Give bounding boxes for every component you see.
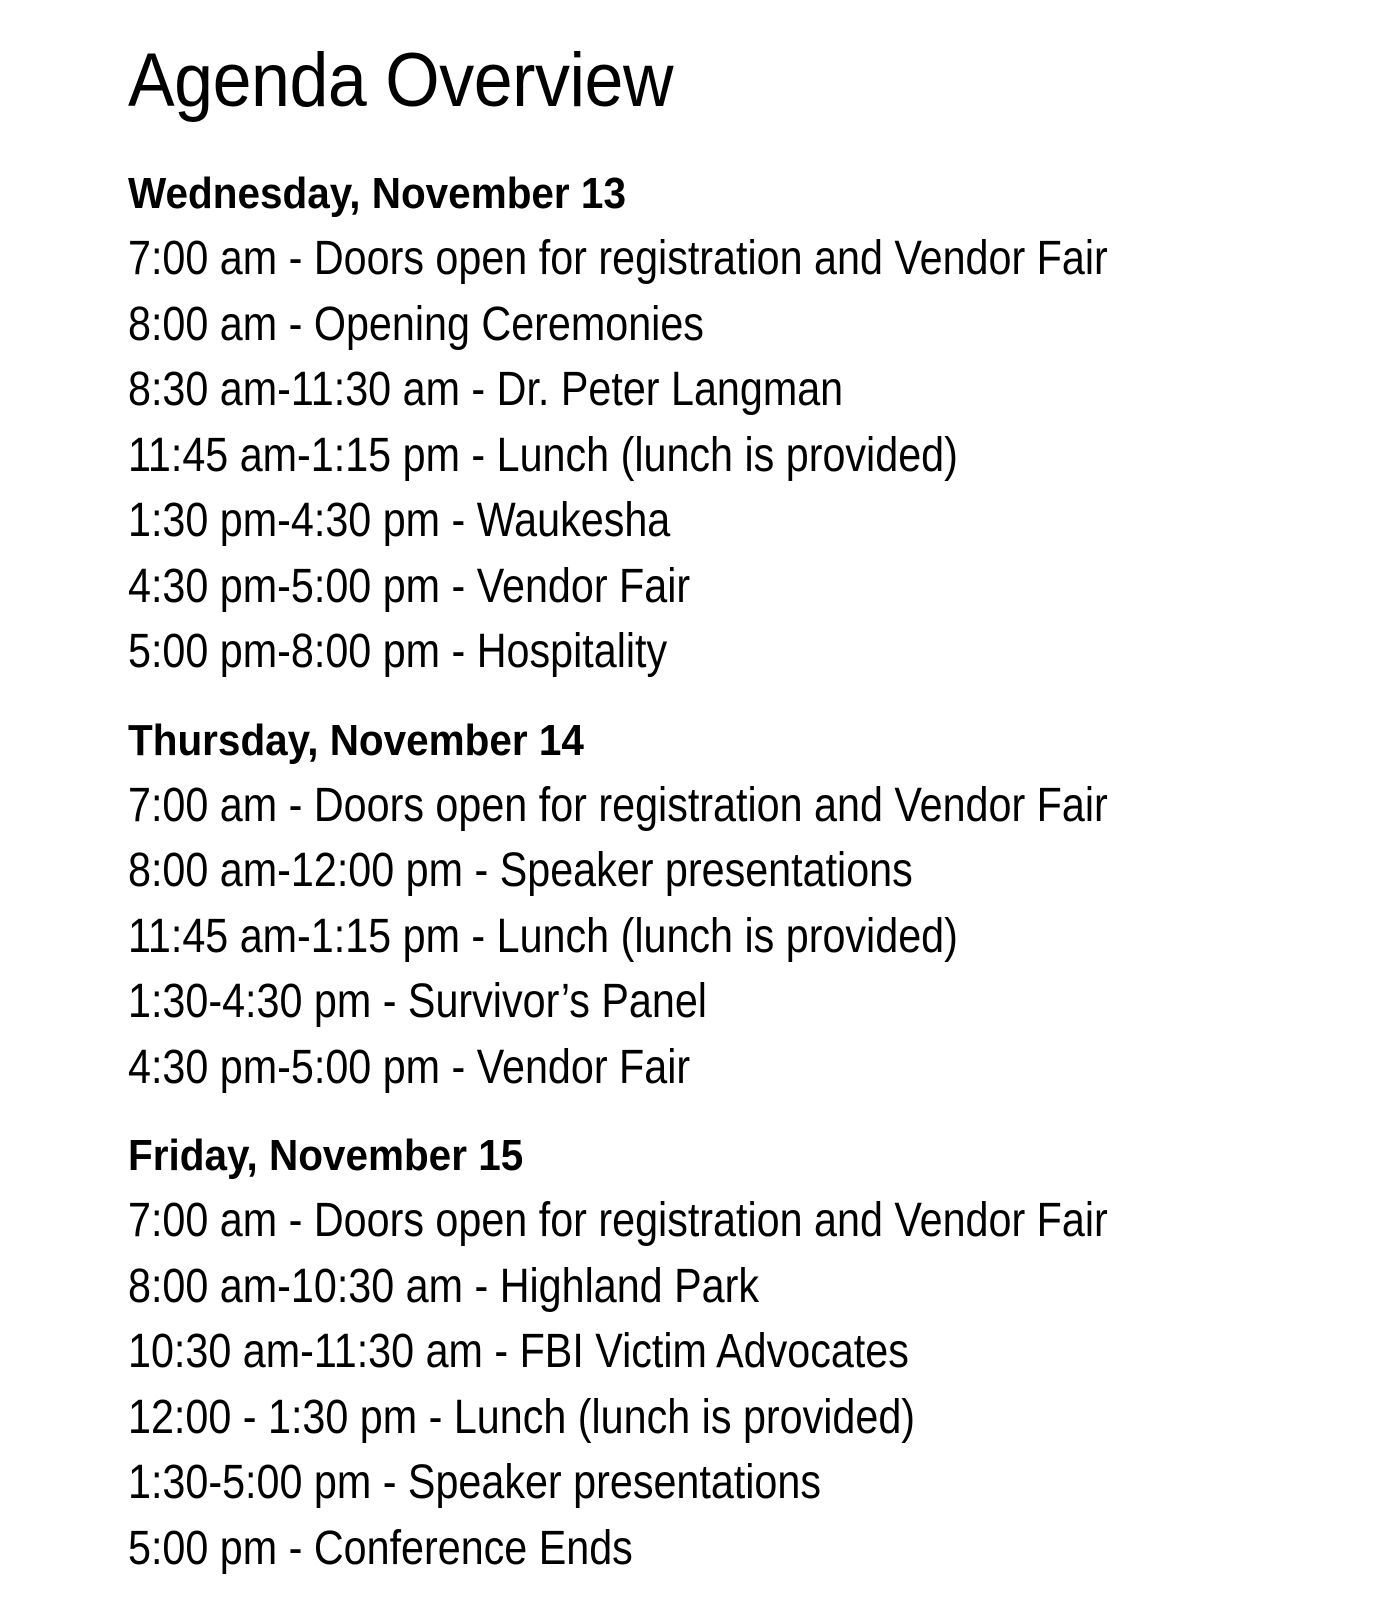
day-section-wednesday bbox=[128, 162, 1368, 685]
agenda-item: 12:00 - 1:30 pm - Lunch (lunch is provided) bbox=[128, 1390, 916, 1444]
day-section-friday bbox=[128, 1124, 1368, 1581]
agenda-item: 10:30 am-11:30 am - FBI Victim Advocates bbox=[128, 1325, 909, 1378]
agenda-document bbox=[128, 36, 1368, 1605]
agenda-item: 7:00 am - Doors open for registration and Vendor Fair bbox=[128, 232, 1108, 285]
agenda-item: 7:00 am - Doors open for registration and Vendor Fair bbox=[128, 778, 1108, 832]
agenda-item: 5:00 pm-8:00 pm - Hospitality bbox=[128, 625, 668, 678]
agenda-item: 5:00 pm - Conference Ends bbox=[128, 1521, 633, 1575]
day-heading: Wednesday, November 13 bbox=[128, 169, 626, 218]
agenda-item: 11:45 am-1:15 pm - Lunch (lunch is provided) bbox=[128, 909, 958, 963]
agenda-item: 1:30 pm-4:30 pm - Waukesha bbox=[128, 494, 671, 547]
agenda-item: 4:30 pm-5:00 pm - Vendor Fair bbox=[128, 559, 691, 613]
agenda-item: 4:30 pm-5:00 pm - Vendor Fair bbox=[128, 1040, 691, 1094]
day-heading: Thursday, November 14 bbox=[128, 715, 584, 765]
day-heading: Friday, November 15 bbox=[128, 1131, 524, 1180]
agenda-item: 7:00 am - Doors open for registration and Vendor Fair bbox=[128, 1194, 1108, 1247]
agenda-item: 8:30 am-11:30 am - Dr. Peter Langman bbox=[128, 363, 844, 416]
agenda-item: 11:45 am-1:15 pm - Lunch (lunch is provided) bbox=[128, 428, 958, 482]
agenda-item: 8:00 am-12:00 pm - Speaker presentations bbox=[128, 844, 913, 897]
agenda-item: 1:30-5:00 pm - Speaker presentations bbox=[128, 1456, 821, 1509]
page-title: Agenda Overview bbox=[128, 38, 673, 123]
agenda-item: 1:30-4:30 pm - Survivor’s Panel bbox=[128, 975, 707, 1028]
agenda-item: 8:00 am - Opening Ceremonies bbox=[128, 297, 704, 351]
day-section-thursday bbox=[128, 709, 1368, 1101]
agenda-item: 8:00 am-10:30 am - Highland Park bbox=[128, 1259, 759, 1313]
